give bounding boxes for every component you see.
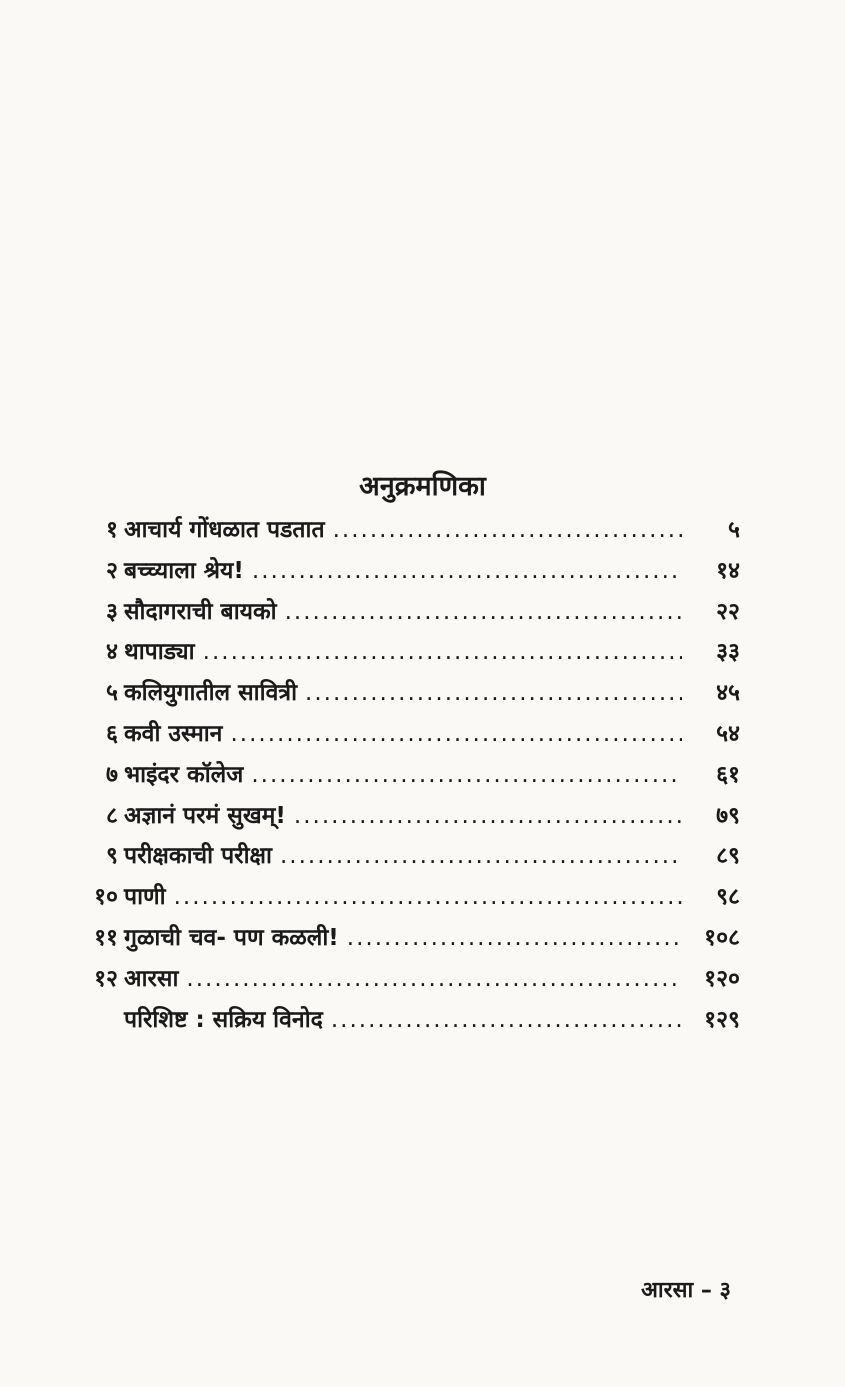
toc-entry-page: १२९ — [704, 1006, 740, 1033]
toc-entry-page: २२ — [716, 598, 740, 625]
toc-entry-number: २ — [106, 557, 118, 584]
toc-entry-title: सौदागराची बायको — [124, 598, 277, 625]
toc-entry-page: ९८ — [716, 884, 740, 911]
toc-entry-number: ७ — [106, 761, 118, 788]
toc-entry — [80, 920, 740, 961]
toc-entry-title: आचार्य गोंधळात पडतात — [124, 517, 325, 543]
toc-entry-title: गुळाची चव- पण कळली! — [124, 924, 339, 951]
toc-entry-title: कलियुगातील सावित्री — [124, 680, 298, 707]
toc-entry — [80, 675, 740, 716]
toc-entry-page: ८९ — [716, 843, 740, 870]
toc-entry — [80, 798, 740, 839]
toc-entry-page: ७९ — [716, 802, 740, 829]
toc-entry — [80, 757, 740, 798]
toc-entry-title: परिशिष्ट : सक्रिय विनोद — [124, 1006, 323, 1033]
toc-entry-number: ४ — [106, 639, 118, 666]
dot-leader — [251, 762, 682, 788]
dot-leader — [333, 517, 682, 543]
toc-entry — [80, 879, 740, 920]
dot-leader — [203, 639, 682, 665]
toc-list — [80, 512, 740, 1042]
dot-leader — [280, 843, 682, 869]
dot-leader — [331, 1007, 682, 1033]
toc-entry-title: पाणी — [124, 884, 166, 911]
dot-leader — [294, 803, 682, 829]
dot-leader — [347, 925, 682, 951]
dot-leader — [186, 966, 682, 992]
toc-entry — [80, 716, 740, 757]
footer-book-title: आरसा — [641, 1278, 694, 1303]
toc-entry-number: ८ — [106, 802, 118, 829]
footer-separator: – — [700, 1278, 712, 1303]
dot-leader — [285, 599, 682, 625]
toc-entry-appendix — [80, 1002, 740, 1043]
dot-leader — [230, 721, 682, 747]
toc-entry — [80, 553, 740, 594]
toc-entry-title: थापाड्या — [124, 639, 195, 666]
toc-entry-title: परीक्षकाची परीक्षा — [124, 843, 272, 870]
toc-entry-number: १२ — [94, 965, 118, 992]
toc-entry-page: १०८ — [704, 924, 740, 951]
toc-entry — [80, 594, 740, 635]
toc-entry — [80, 512, 740, 553]
toc-entry-number: १ — [106, 517, 118, 543]
toc-entry-title: बच्च्याला श्रेय! — [124, 557, 244, 584]
toc-entry-number: ११ — [94, 924, 118, 951]
toc-entry-number: १० — [94, 884, 118, 911]
dot-leader — [252, 558, 682, 584]
dot-leader — [305, 680, 682, 706]
toc-entry-title: कवी उस्मान — [124, 720, 223, 747]
toc-entry-page: १२० — [704, 965, 740, 992]
toc-entry-page: ५ — [728, 517, 740, 543]
toc-entry-page: ६१ — [716, 761, 740, 788]
toc-entry-page: ३३ — [716, 639, 740, 666]
toc-entry-number: ५ — [106, 680, 118, 707]
toc-entry-title: आरसा — [124, 965, 179, 992]
toc-title: अनुक्रमणिका — [359, 471, 486, 503]
toc-entry — [80, 838, 740, 879]
footer-page-number: ३ — [719, 1278, 731, 1303]
toc-entry-page: ४५ — [716, 680, 740, 707]
toc-entry-page: ५४ — [716, 720, 740, 747]
toc-entry-title: भाइंदर कॉलेज — [124, 761, 244, 788]
toc-entry — [80, 634, 740, 675]
page-footer — [641, 1274, 731, 1304]
toc-entry-title: अज्ञानं परमं सुखम्! — [124, 802, 286, 829]
toc-entry — [80, 961, 740, 1002]
toc-entry-page: १४ — [716, 557, 740, 584]
toc-entry-number: ९ — [106, 843, 118, 870]
dot-leader — [174, 884, 682, 910]
toc-entry-number: ३ — [106, 598, 118, 625]
toc-entry-number: ६ — [106, 720, 118, 747]
